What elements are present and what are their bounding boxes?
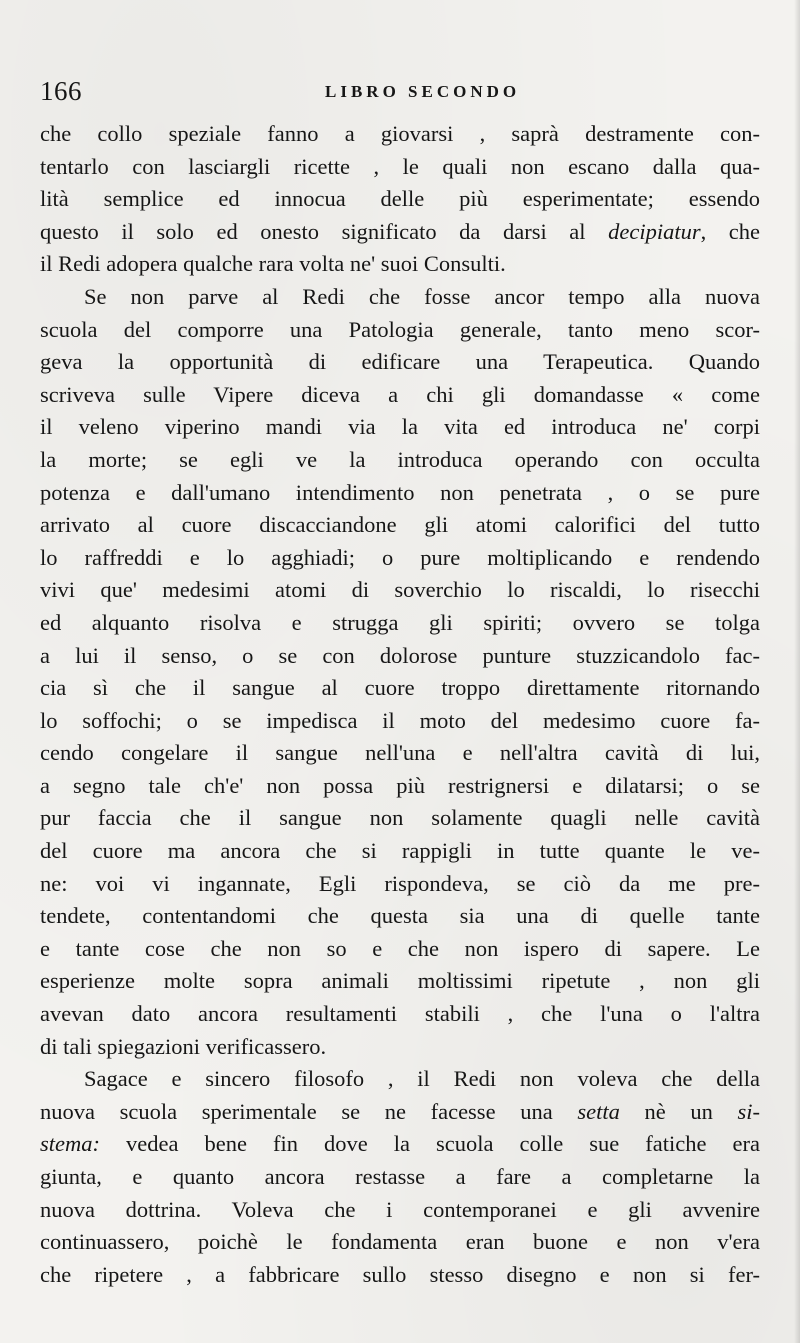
italic-term: decipiatur [608,218,701,244]
text-line: lo raffreddi e lo agghiadi; o pure moltiplicando e rendendo [40,544,760,570]
text-line: nuova dottrina. Voleva che i contemporanei e gli avvenire [40,1196,760,1222]
text-line: potenza e dall'umano intendimento non penetrata , o se pure [40,479,760,505]
text-line: lità semplice ed innocua delle più esperimentate; essendo [40,186,760,212]
text-line: ne: voi vi ingannate, Egli rispondeva, se ciò da me pre- [40,870,760,896]
italic-term: setta [577,1098,620,1124]
text-line: che collo speziale fanno a giovarsi , saprà destramente con- [40,121,760,146]
text-line: cia sì che il sangue al cuore troppo direttamente ritornando [40,675,760,701]
text-line: vivi que' medesimi atomi di soverchio lo riscaldi, lo risecchi [40,577,760,603]
page-edge-shadow [794,0,800,1343]
paragraph-first-line: Se non parve al Redi che fosse ancor tempo alla nuova [84,283,760,309]
text-line: a lui il senso, o se con dolorose punture stuzzicandolo fac- [40,642,760,668]
paragraph-first-line: Sagace e sincero filosofo , il Redi non voleva che della [84,1066,760,1092]
text-line: scriveva sulle Vipere diceva a chi gli domandasse « come [40,381,760,407]
text-line: di tali spiegazioni verificassero. [40,1033,327,1059]
running-head: LIBRO SECONDO [325,82,521,101]
page-number: 166 [40,76,82,106]
italic-term: si- [737,1098,760,1124]
text-line: che ripetere , a fabbricare sullo stesso disegno e non si fer- [40,1261,760,1287]
text-line: scuola del comporre una Patologia generale, tanto meno scor- [40,316,760,342]
text-line: geva la opportunità di edificare una Terapeutica. Quando [40,349,760,375]
page-header [40,76,760,116]
text-line: cendo congelare il sangue nell'una e nell'altra cavità di lui, [40,740,760,766]
text-line: esperienze molte sopra animali moltissimi ripetute , non gli [40,968,760,994]
text-line: continuassero, poichè le fondamenta eran buone e non v'era [40,1229,760,1255]
text-line: a segno tale ch'e' non possa più restrignersi e dilatarsi; o se [40,772,760,798]
text-line: del cuore ma ancora che si rappigli in tutte quante le ve- [40,838,760,864]
text-line: avevan dato ancora resultamenti stabili , che l'una o l'altra [40,1001,760,1027]
text-line: arrivato al cuore discacciandone gli atomi calorifici del tutto [40,512,760,538]
text-line: tendete, contentandomi che questa sia una di quelle tante [40,903,760,929]
italic-term: stema: [40,1131,100,1157]
text-line: pur faccia che il sangue non solamente quagli nelle cavità [40,805,760,831]
text-line: lo soffochi; o se impedisca il moto del medesimo cuore fa- [40,707,760,733]
text-line: il Redi adopera qualche rara volta ne' suoi Consulti. [40,251,506,277]
text-line: ed alquanto risolva e strugga gli spiriti; ovvero se tolga [40,609,760,635]
text-line: e tante cose che non so e che non ispero di sapere. Le [40,935,760,961]
text-line: giunta, e quanto ancora restasse a fare a completarne la [40,1164,760,1189]
text-line: il veleno viperino mandi via la vita ed introduca ne' corpi [40,414,760,440]
text-line: tentarlo con lasciargli ricette , le quali non escano dalla qua- [40,153,760,179]
body-text [40,118,760,1291]
text-line: la morte; se egli ve la introduca operando con occulta [40,446,760,472]
text-line: stema: vedea bene fin dove la scuola colle sue fatiche era [40,1131,760,1157]
text-line: nuova scuola sperimentale se ne facesse una setta nè un si- [40,1098,760,1124]
text-line: questo il solo ed onesto significato da darsi al decipiatur, che [40,218,760,244]
